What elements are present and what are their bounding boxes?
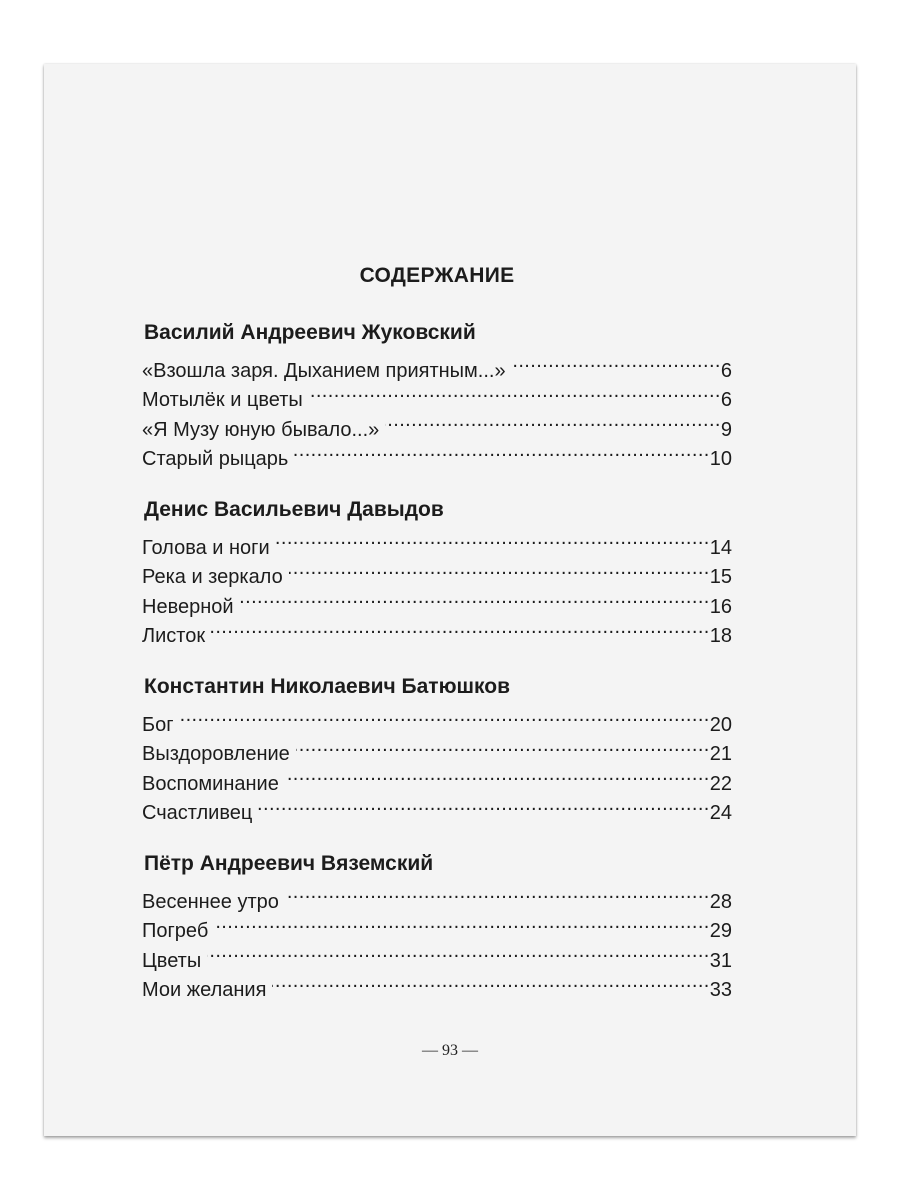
dot-leader [180, 701, 710, 731]
dot-leader [294, 436, 709, 466]
toc-entry [142, 937, 732, 972]
entry-title: Погреб [142, 920, 209, 942]
entry-page-number: 28 [709, 890, 732, 913]
entry-title: Бог [142, 713, 174, 736]
entry-title: Старый рыцарь [142, 448, 289, 470]
entry-page-number: 24 [709, 802, 732, 824]
entry-title: Счастливец [142, 802, 253, 824]
entry-page-number: 29 [709, 920, 732, 942]
entry-title: Мотылёк и цветы [142, 389, 303, 411]
entry-page-number: 22 [709, 772, 732, 795]
toc-entry [142, 878, 732, 913]
toc-entry [142, 347, 732, 382]
entry-page-number: 31 [709, 949, 732, 972]
entry-title: Весеннее утро [142, 890, 279, 913]
entry-title: «Я Музу юную бывало...» [142, 418, 380, 441]
entry-page-number: 9 [720, 418, 732, 441]
toc-entry [142, 908, 732, 942]
entry-title: Цветы [142, 949, 202, 972]
toc-entry [142, 524, 732, 559]
dot-leader [211, 613, 710, 643]
entry-page-number: 6 [720, 359, 732, 382]
toc-entry [142, 967, 732, 1001]
dot-leader [285, 878, 710, 908]
toc-section [142, 849, 732, 1001]
toc-section [142, 672, 732, 824]
author-heading: Пётр Андреевич Вяземский [144, 852, 434, 875]
entry-page-number: 18 [709, 625, 732, 647]
dot-leader [385, 406, 721, 436]
page-number: — 93 — [422, 1042, 478, 1059]
dot-leader [289, 554, 710, 584]
entry-title: Листок [142, 625, 206, 647]
toc-sections [142, 318, 732, 1001]
author-heading: Денис Васильевич Давыдов [144, 498, 444, 521]
toc-section [142, 318, 732, 470]
entry-title: Неверной [142, 595, 234, 618]
dot-leader [258, 790, 709, 820]
book-page [44, 64, 856, 1136]
dot-leader [296, 731, 710, 761]
author-heading: Василий Андреевич Жуковский [144, 321, 476, 344]
entry-page-number: 21 [709, 743, 732, 765]
entry-title: Голова и ноги [142, 536, 270, 559]
toc-entry [142, 731, 732, 765]
entry-title: Река и зеркало [142, 566, 283, 588]
dot-leader [214, 908, 709, 938]
entry-title: «Взошла заря. Дыханием приятным...» [142, 359, 506, 382]
entry-page-number: 20 [709, 713, 732, 736]
toc-entry [142, 613, 732, 647]
entry-page-number: 16 [709, 595, 732, 618]
page-title: СОДЕРЖАНИЕ [359, 264, 515, 287]
dot-leader [207, 937, 710, 967]
dot-leader [285, 760, 710, 790]
entry-title: Выздоровление [142, 743, 290, 765]
author-heading: Константин Николаевич Батюшков [144, 675, 510, 698]
dot-leader [512, 347, 721, 377]
entry-page-number: 15 [709, 566, 732, 588]
toc-entry [142, 701, 732, 736]
toc-section [142, 495, 732, 647]
entry-title: Воспоминание [142, 772, 279, 795]
dot-leader [309, 377, 721, 407]
dot-leader [276, 524, 710, 554]
entry-page-number: 10 [709, 448, 732, 470]
entry-page-number: 6 [720, 389, 732, 411]
table-of-contents [142, 260, 732, 1026]
entry-page-number: 33 [709, 979, 732, 1001]
dot-leader [240, 583, 710, 613]
entry-page-number: 14 [709, 536, 732, 559]
dot-leader [272, 967, 709, 997]
entry-title: Мои желания [142, 979, 267, 1001]
